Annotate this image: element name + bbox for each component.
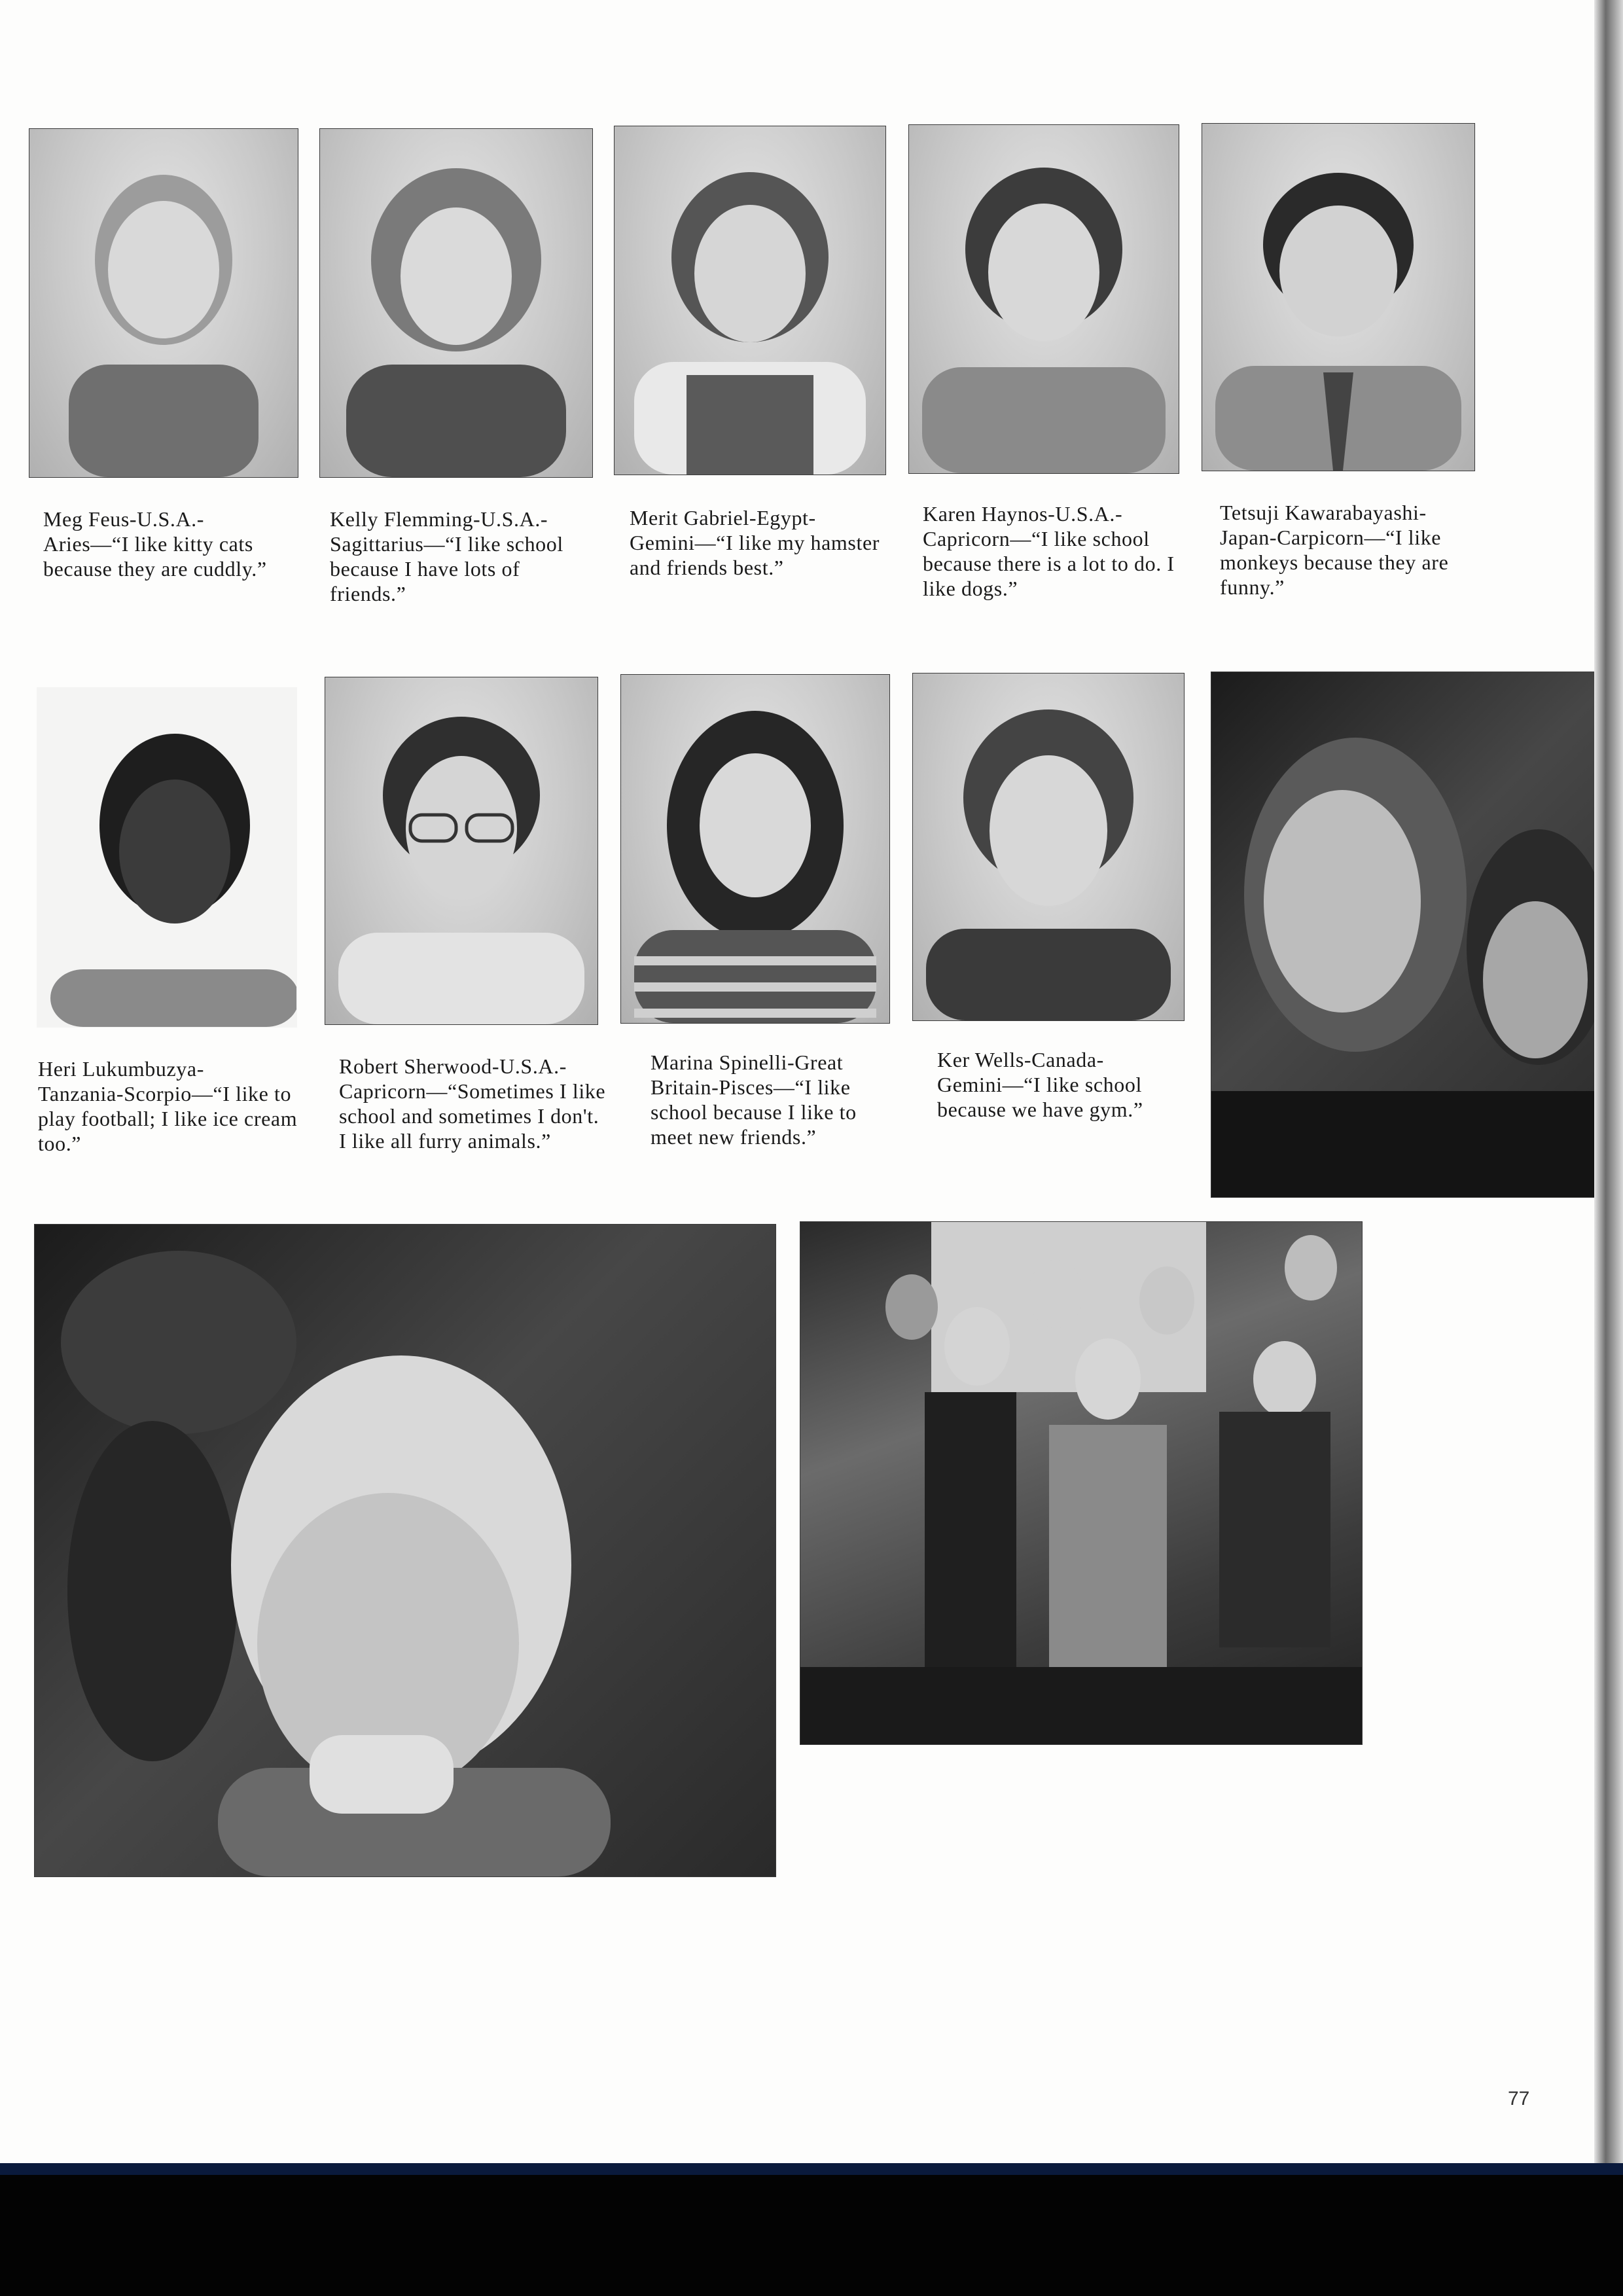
caption-ker-wells [937, 1047, 1186, 1122]
portrait-silhouette [325, 677, 597, 1024]
student-name: Meg Feus-U.S.A.- [43, 507, 205, 531]
portrait-photo-heri-lukumbuzya [37, 687, 297, 1028]
portrait-silhouette [320, 129, 592, 477]
student-name: Karen Haynos-U.S.A.- [923, 502, 1123, 526]
portrait-silhouette [29, 129, 298, 477]
student-name: Kelly Flemming-U.S.A.- [330, 507, 548, 531]
candid-photo-children-seated [800, 1221, 1363, 1745]
candid-scene [35, 1225, 776, 1876]
caption-heri-lukumbuzya [38, 1056, 300, 1156]
student-quote: Capricorn—“Sometimes I like school and sometimes I don't. I like all furry animals.” [339, 1079, 606, 1153]
caption-tetsuji-kawarabayashi [1220, 500, 1495, 600]
portrait-silhouette [621, 675, 889, 1023]
portrait-photo-merit-gabriel [614, 126, 886, 475]
caption-merit-gabriel [630, 505, 891, 580]
student-name: Merit Gabriel-Egypt- [630, 506, 816, 529]
caption-meg-feus [43, 507, 305, 581]
portrait-silhouette [909, 125, 1179, 473]
candid-photo-two-girls [1211, 672, 1596, 1198]
student-quote: Capricorn—“I like school because there is a lot to do. I like dogs.” [923, 527, 1175, 600]
student-quote: Gemini—“I like my hamster and friends best.” [630, 531, 880, 579]
portrait-silhouette [37, 688, 296, 1027]
binding-edge [1594, 0, 1623, 2163]
caption-karen-haynos [923, 501, 1194, 601]
caption-robert-sherwood [339, 1054, 607, 1153]
student-quote: Sagittarius—“I like school because I have lots of friends.” [330, 532, 563, 605]
student-name: Robert Sherwood-U.S.A.- [339, 1054, 567, 1078]
portrait-photo-ker-wells [912, 673, 1185, 1021]
portrait-photo-marina-spinelli [620, 674, 890, 1024]
portrait-photo-tetsuji-kawarabayashi [1202, 123, 1475, 471]
student-quote: Tanzania-Scorpio—“I like to play football; I like ice cream too.” [38, 1082, 298, 1155]
student-quote: Aries—“I like kitty cats because they are cuddly.” [43, 532, 267, 581]
portrait-silhouette [913, 673, 1184, 1020]
student-name: Tetsuji Kawarabayashi- [1220, 501, 1427, 524]
student-quote: Japan-Carpicorn—“I like monkeys because they are funny.” [1220, 526, 1449, 599]
student-name: Ker Wells-Canada- [937, 1048, 1104, 1071]
scan-background [0, 2163, 1623, 2296]
portrait-photo-kelly-flemming [319, 128, 593, 478]
student-name: Marina Spinelli-Great [651, 1050, 844, 1074]
portrait-silhouette [1202, 124, 1474, 471]
caption-marina-spinelli [651, 1050, 899, 1149]
page-number: 77 [1508, 2088, 1530, 2109]
caption-kelly-flemming [330, 507, 598, 606]
portrait-photo-meg-feus [29, 128, 298, 478]
student-name: Heri Lukumbuzya- [38, 1057, 204, 1081]
portrait-photo-karen-haynos [908, 124, 1179, 474]
portrait-silhouette [615, 126, 885, 475]
candid-photo-blond-boy [34, 1224, 776, 1877]
student-quote: Gemini—“I like school because we have gym.” [937, 1073, 1143, 1121]
portrait-photo-robert-sherwood [325, 677, 598, 1025]
student-quote: Britain-Pisces—“I like school because I like to meet new friends.” [651, 1075, 857, 1149]
candid-scene [1211, 672, 1595, 1197]
candid-scene [800, 1222, 1362, 1744]
